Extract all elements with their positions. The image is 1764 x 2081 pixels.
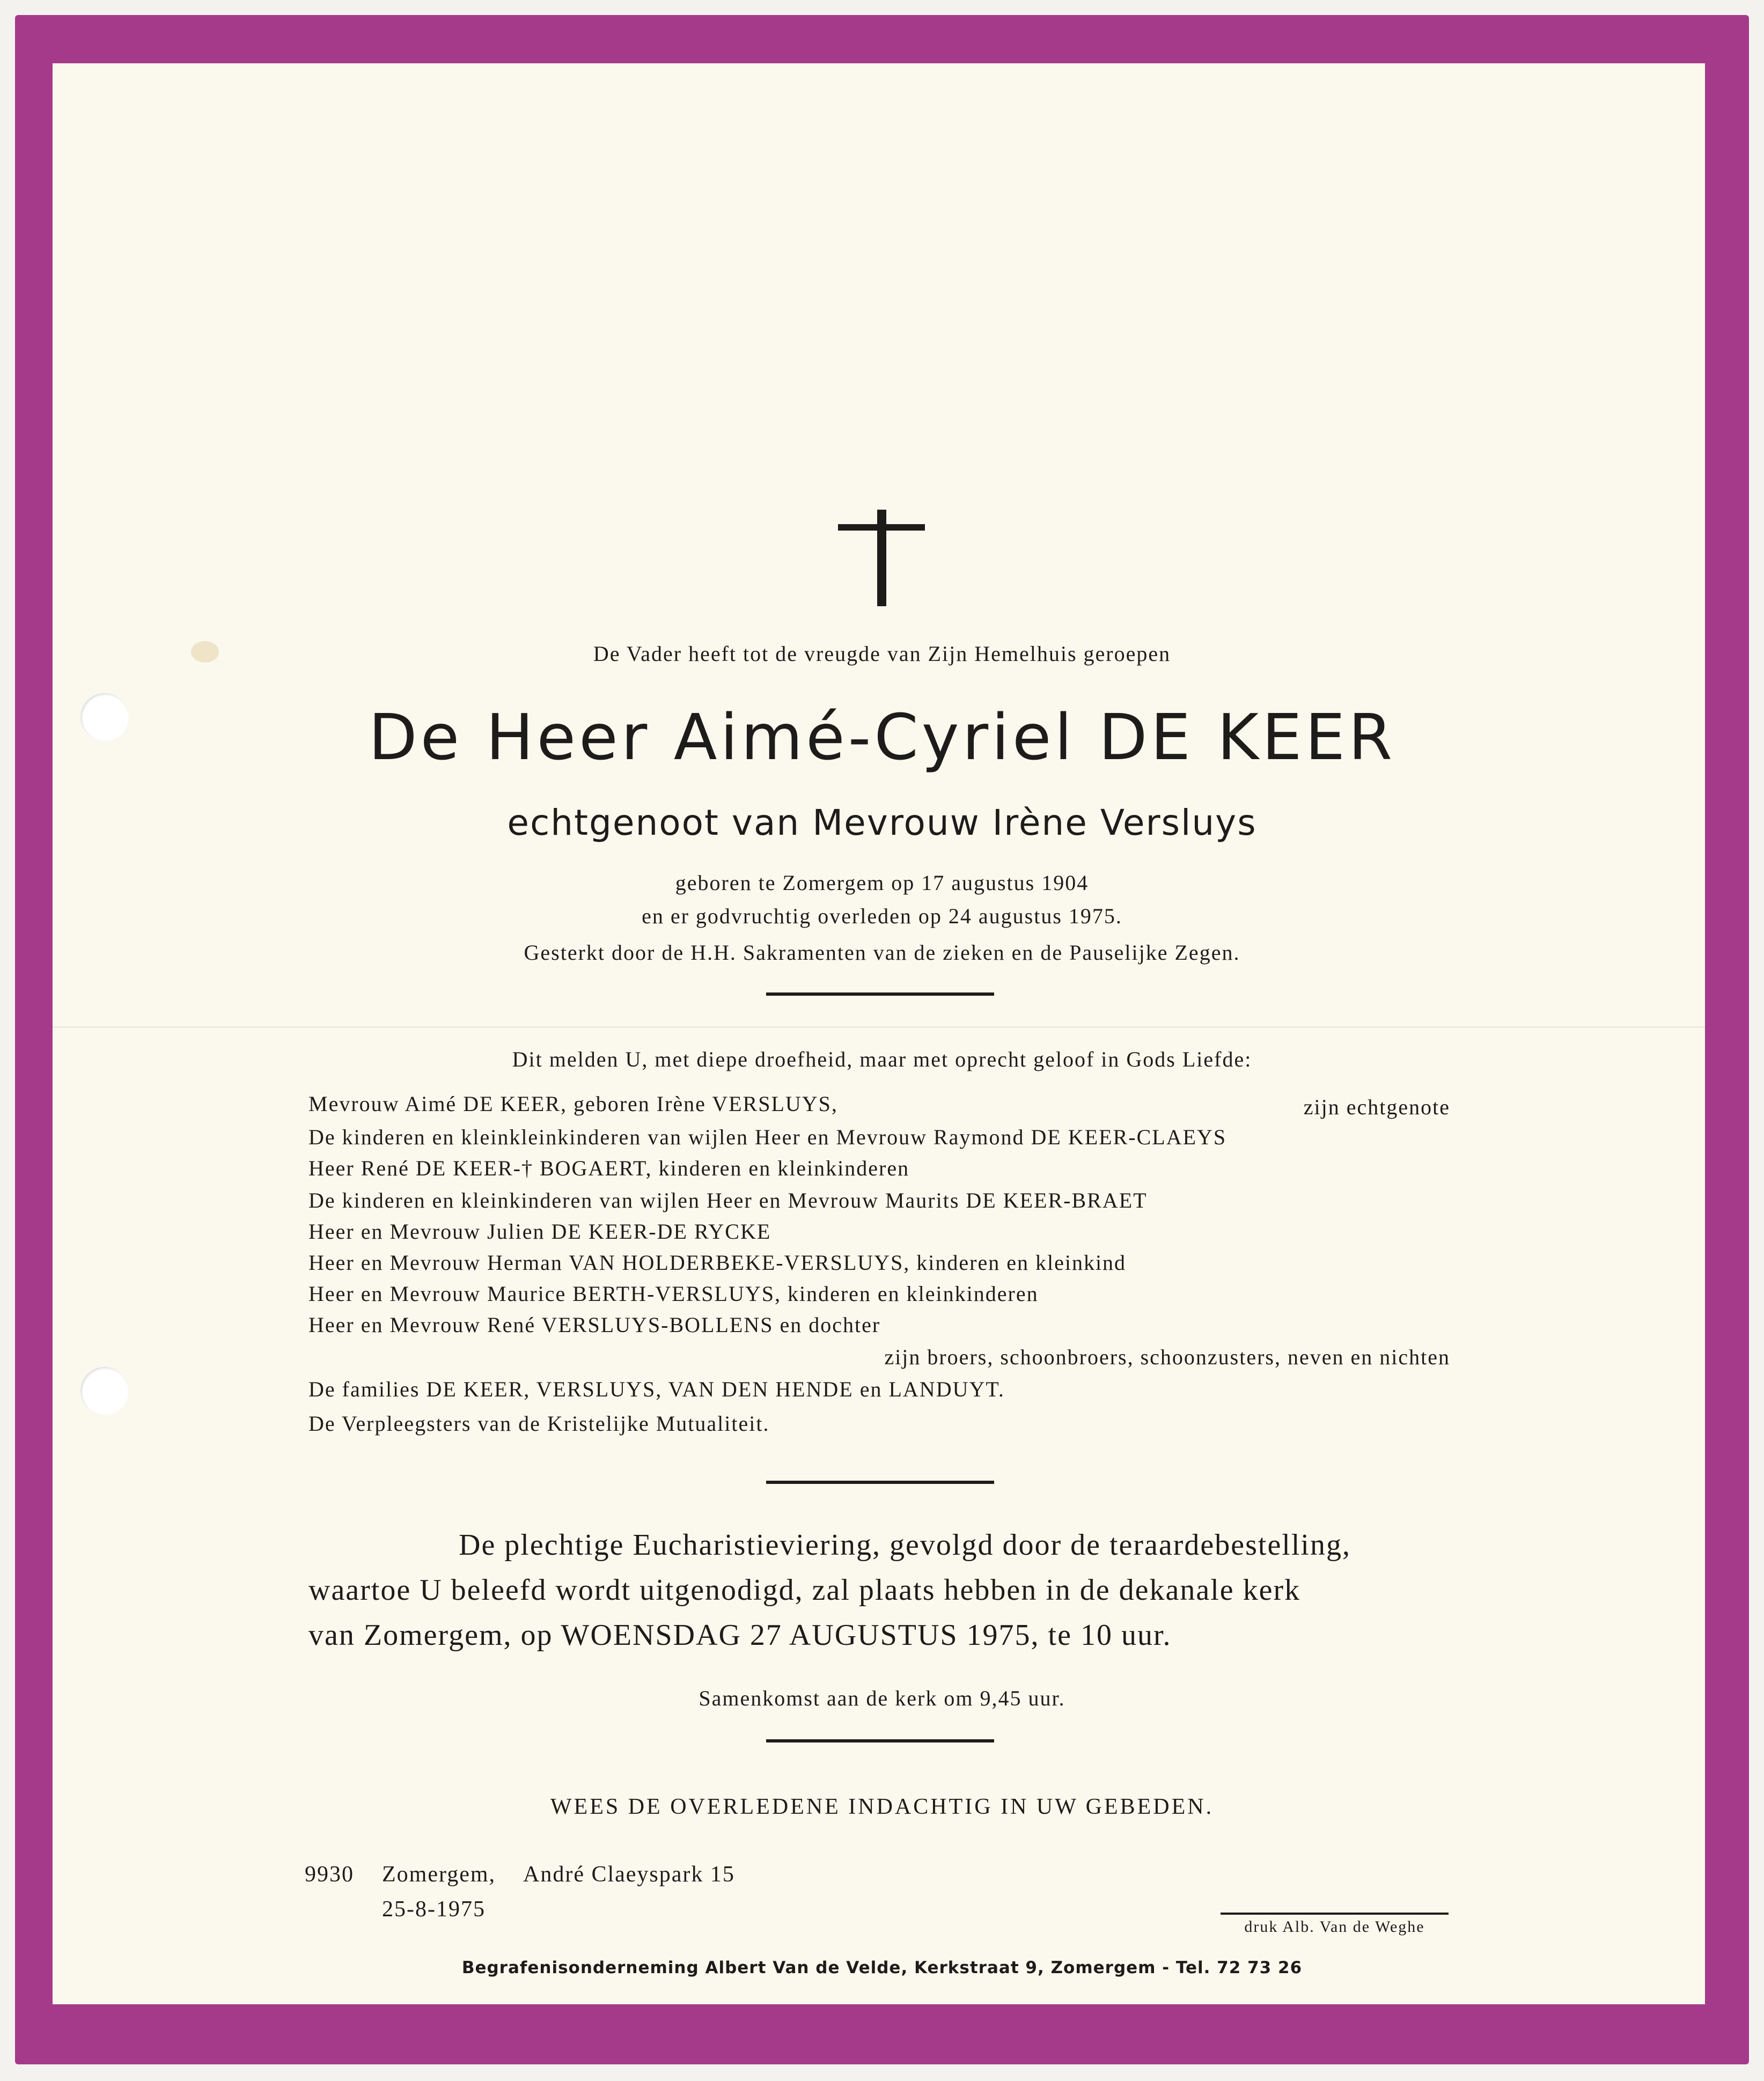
address-street: André Claeyspark 15 (523, 1862, 735, 1887)
family-line: Heer en Mevrouw Herman VAN HOLDERBEKE-VERSLUYS, kinderen en kleinkind (308, 1251, 1127, 1275)
ceremony-line-2: waartoe U beleefd wordt uitgenodigd, zal plaats hebben in de dekanale kerk (308, 1573, 1301, 1607)
family-wife: Mevrouw Aimé DE KEER, geboren Irène VERSLUYS, (308, 1092, 838, 1116)
nurses-line: De Verpleegsters van de Kristelijke Mutualiteit. (308, 1411, 770, 1436)
prayer-line: WEES DE OVERLEDENE INDACHTIG IN UW GEBEDEN. (550, 1795, 1214, 1819)
fold-line (53, 1026, 1705, 1028)
address-date: 25-8-1975 (382, 1897, 486, 1922)
spouse-line: echtgenoot van Mevrouw Irène Versluys (507, 802, 1257, 843)
ceremony-line-3: van Zomergem, op WOENSDAG 27 AUGUSTUS 1975, te 10 uur. (308, 1619, 1172, 1652)
sacraments-line: Gesterkt door de H.H. Sakramenten van de zieken en de Pauselijke Zegen. (524, 940, 1240, 965)
birth-line: geboren te Zomergem op 17 augustus 1904 (675, 871, 1089, 895)
family-line: De kinderen en kleinkinderen van wijlen Heer en Mevrouw Maurits DE KEER-BRAET (308, 1188, 1148, 1212)
family-line: Heer en Mevrouw Julien DE KEER-DE RYCKE (308, 1219, 771, 1244)
family-wife-role: zijn echtgenote (1303, 1095, 1450, 1119)
announcement-line: Dit melden U, met diepe droefheid, maar met oprecht geloof in Gods Liefde: (512, 1047, 1252, 1071)
meeting-line: Samenkomst aan de kerk om 9,45 uur. (699, 1686, 1065, 1710)
printer-imprint: druk Alb. Van de Weghe (1221, 1913, 1449, 1936)
divider-3 (766, 1739, 994, 1742)
siblings-role: zijn broers, schoonbroers, schoonzusters, neven en nichten (884, 1345, 1450, 1369)
intro-text: De Vader heeft tot de vreugde van Zijn Hemelhuis geroepen (593, 642, 1171, 666)
undertaker-line: Begrafenisonderneming Albert Van de Velde, Kerkstraat 9, Zomergem - Tel. 72 73 26 (461, 1958, 1303, 1977)
families-line: De families DE KEER, VERSLUYS, VAN DEN HENDE en LANDUYT. (308, 1377, 1005, 1401)
paper-sheet (53, 63, 1705, 2004)
family-line: Heer en Mevrouw Maurice BERTH-VERSLUYS, kinderen en kleinkinderen (308, 1282, 1039, 1306)
family-line: De kinderen en kleinkleinkinderen van wijlen Heer en Mevrouw Raymond DE KEER-CLAEYS (308, 1125, 1227, 1149)
death-line: en er godvruchtig overleden op 24 augustus 1975. (642, 904, 1122, 928)
divider-2 (766, 1481, 994, 1484)
ceremony-line-1: De plechtige Eucharistieviering, gevolgd door de teraardebestelling, (459, 1528, 1351, 1562)
family-line: Heer en Mevrouw René VERSLUYS-BOLLENS en dochter (308, 1313, 881, 1337)
deceased-name: De Heer Aimé-Cyriel DE KEER (368, 700, 1396, 774)
family-line: Heer René DE KEER-† BOGAERT, kinderen en kleinkinderen (308, 1156, 910, 1180)
punch-hole-bottom (80, 1367, 129, 1415)
divider-1 (766, 992, 994, 996)
address-postcode: 9930 (305, 1862, 354, 1887)
address-place: Zomergem, (382, 1862, 496, 1887)
